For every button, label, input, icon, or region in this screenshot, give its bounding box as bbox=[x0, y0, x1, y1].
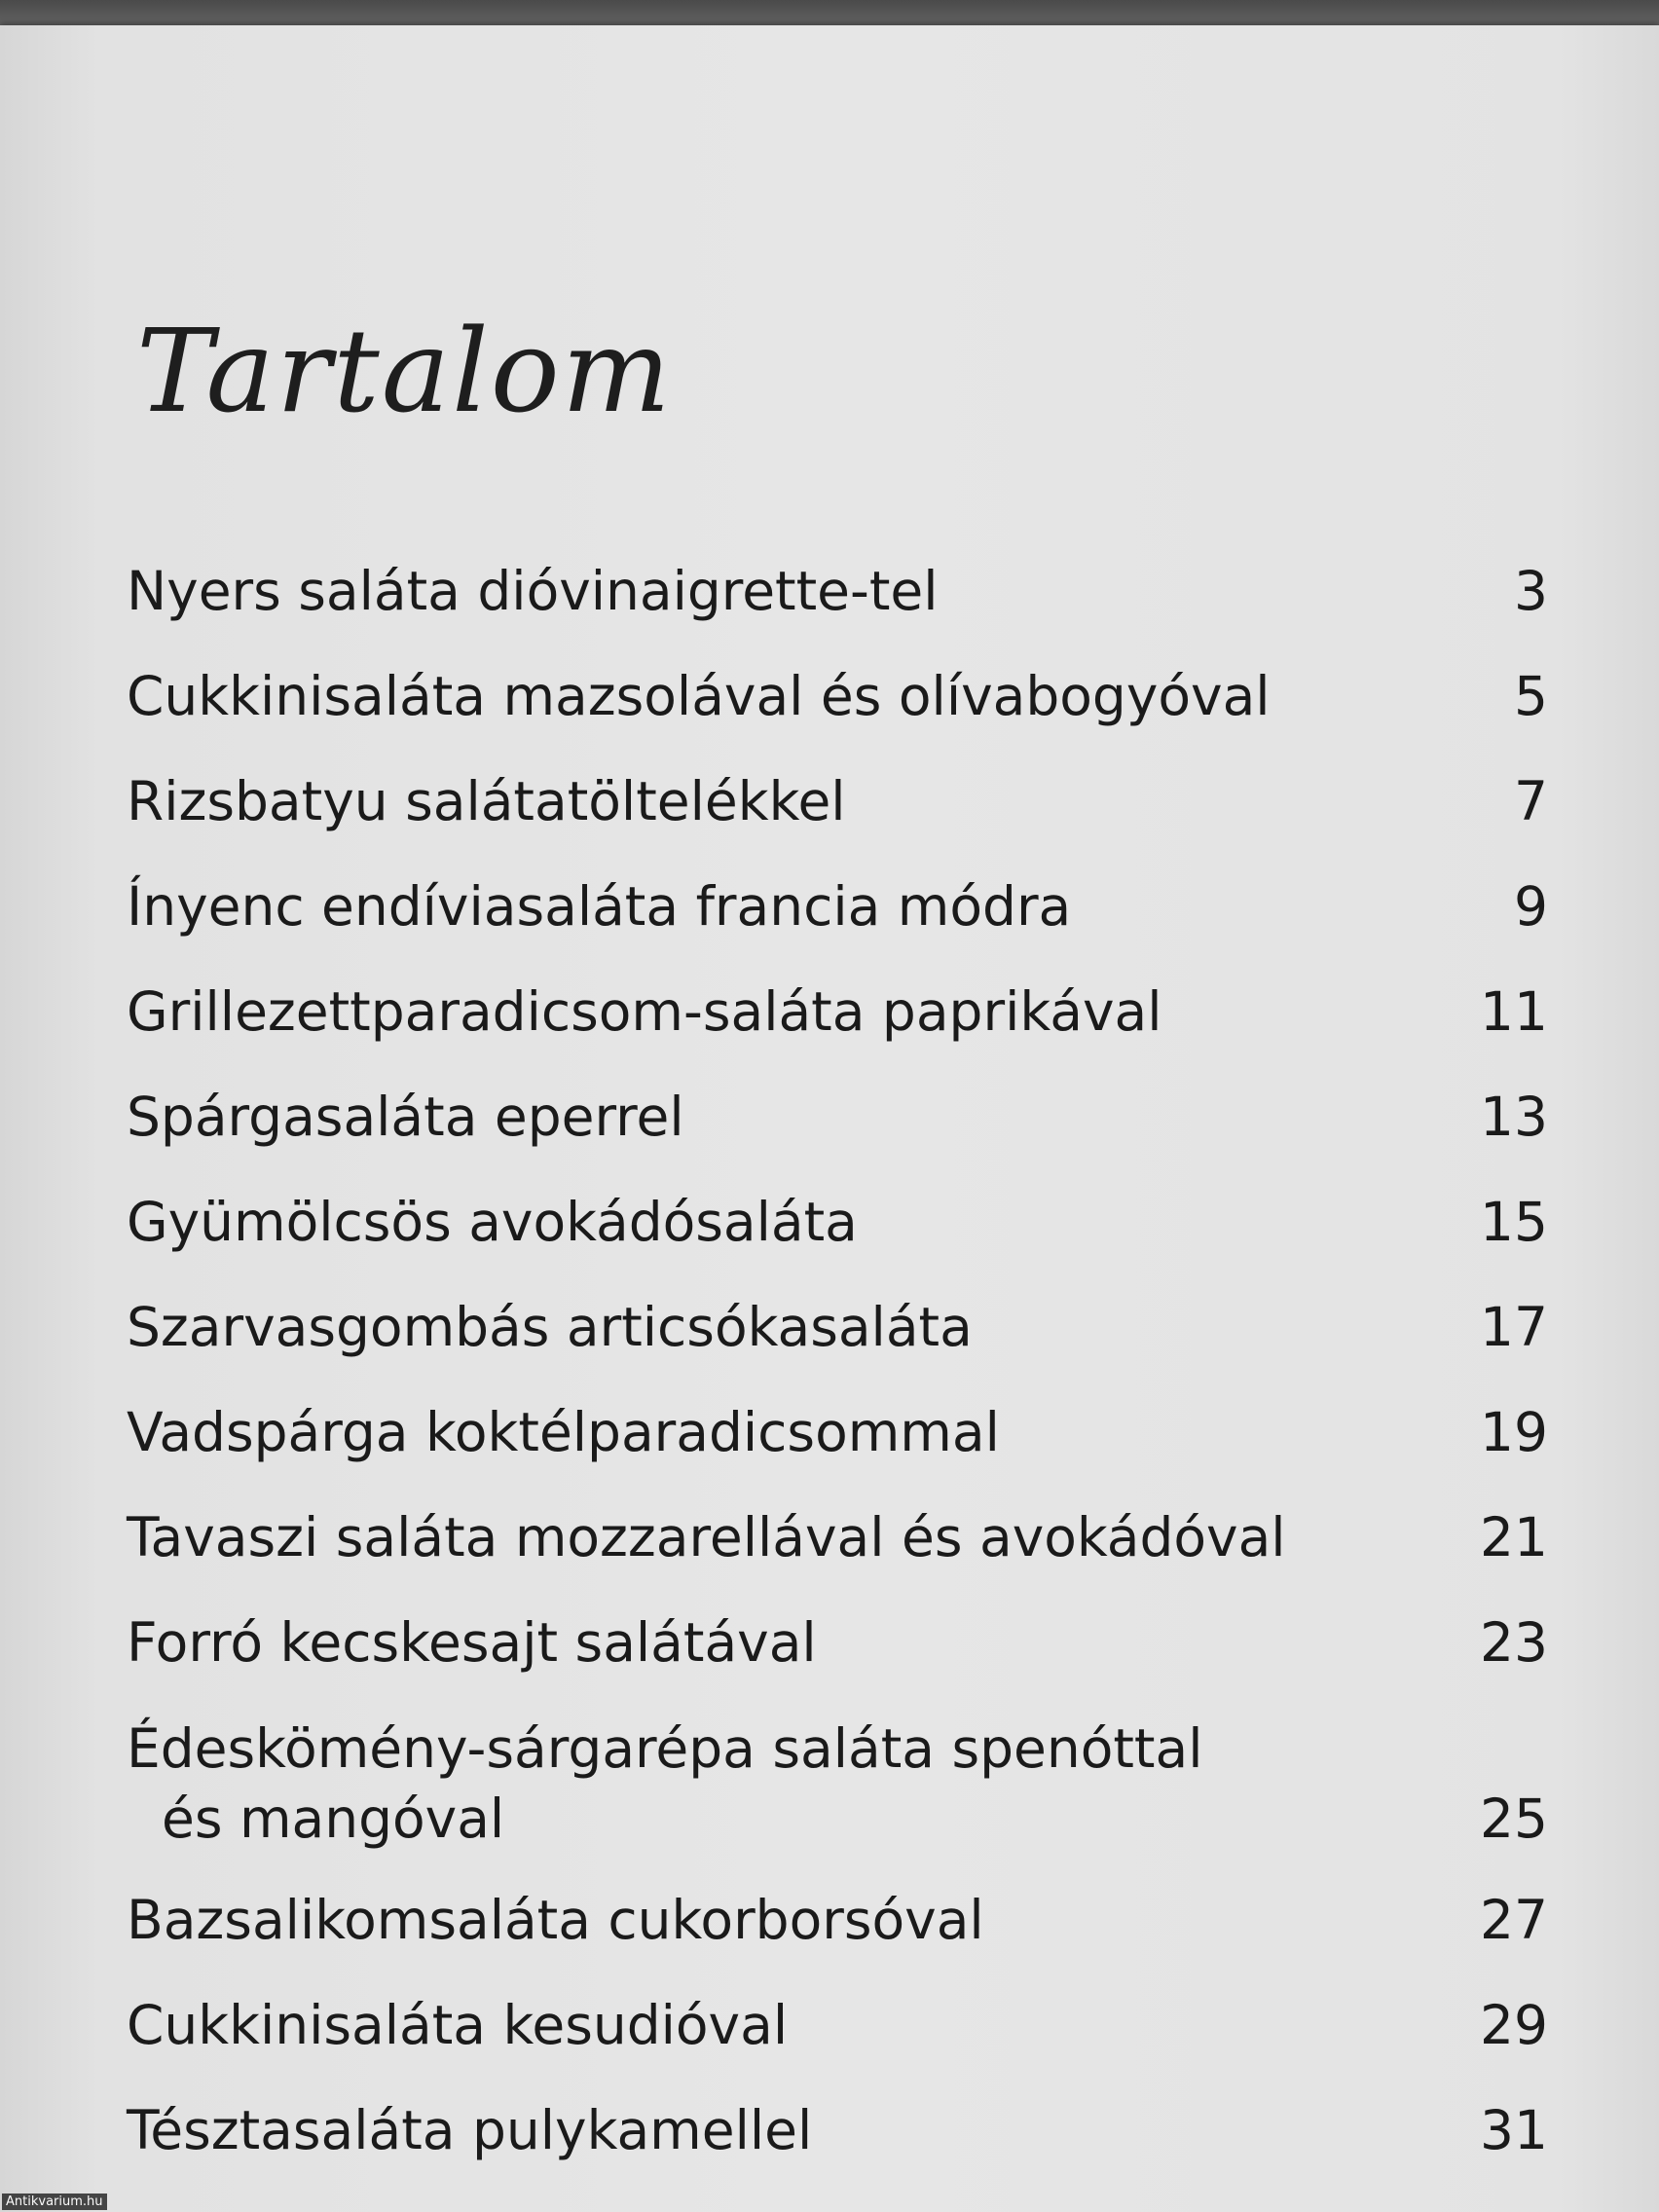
toc-entry-title: Cukkinisaláta mazsolával és olívabogyóval bbox=[127, 665, 1271, 727]
toc-entry-page: 13 bbox=[1480, 1086, 1548, 1148]
toc-entry-page: 7 bbox=[1514, 770, 1548, 832]
toc-entry bbox=[127, 1078, 1548, 1156]
watermark: Antikvarium.hu bbox=[2, 2194, 107, 2210]
toc-entry-page: 31 bbox=[1480, 2099, 1548, 2161]
toc-entry-title: Rizsbatyu salátatöltelékkel bbox=[127, 770, 846, 832]
toc-entry-page: 5 bbox=[1514, 665, 1548, 727]
toc-entry bbox=[127, 1183, 1548, 1261]
page-title: Tartalom bbox=[136, 304, 673, 438]
toc-entry-title: Vadspárga koktélparadicsommal bbox=[127, 1401, 1000, 1463]
toc-entry-page: 27 bbox=[1480, 1889, 1548, 1951]
toc-entry bbox=[127, 2091, 1548, 2169]
toc-entry bbox=[127, 1288, 1548, 1366]
toc-entry-title: Édeskömény-sárgarépa saláta spenóttal bbox=[127, 1717, 1203, 1780]
toc-entry bbox=[127, 762, 1548, 840]
toc-entry-title: Tésztasaláta pulykamellel bbox=[127, 2099, 813, 2161]
toc-entry-page: 11 bbox=[1480, 980, 1548, 1043]
toc-entry bbox=[127, 1498, 1548, 1576]
toc-entry-page: 19 bbox=[1480, 1401, 1548, 1463]
toc-entry-title: Cukkinisaláta kesudióval bbox=[127, 1994, 789, 2056]
book-page bbox=[0, 25, 1659, 2212]
toc-entry bbox=[127, 1604, 1548, 1681]
toc-entry-page: 9 bbox=[1514, 875, 1548, 938]
toc-entry-page: 29 bbox=[1480, 1994, 1548, 2056]
toc-entry bbox=[127, 1986, 1548, 2064]
toc-entry bbox=[127, 1393, 1548, 1471]
toc-entry bbox=[127, 973, 1548, 1051]
toc-entry bbox=[127, 867, 1548, 945]
toc-entry-title: Szarvasgombás articsókasaláta bbox=[127, 1296, 973, 1358]
toc-entry-page: 15 bbox=[1480, 1191, 1548, 1253]
toc-entry-title: Gyümölcsös avokádósaláta bbox=[127, 1191, 858, 1253]
toc-entry bbox=[127, 1710, 1548, 1865]
toc-entry-title: Tavaszi saláta mozzarellával és avokádóval bbox=[127, 1506, 1286, 1568]
toc-entry-page: 25 bbox=[1480, 1788, 1548, 1850]
toc-entry-title: Ínyenc endíviasaláta francia módra bbox=[127, 875, 1072, 938]
toc-entry-page: 21 bbox=[1480, 1506, 1548, 1568]
toc-entry-title: Nyers saláta dióvinaigrette-tel bbox=[127, 560, 939, 622]
toc-entry bbox=[127, 1881, 1548, 1959]
toc-entry-page: 23 bbox=[1480, 1611, 1548, 1674]
toc-entry bbox=[127, 552, 1548, 630]
toc-entry-title: Spárgasaláta eperrel bbox=[127, 1086, 684, 1148]
toc-entry-title: Forró kecskesajt salátával bbox=[127, 1611, 817, 1674]
toc-entry-page: 17 bbox=[1480, 1296, 1548, 1358]
toc-entry-title-continuation: és mangóval bbox=[162, 1788, 505, 1850]
toc-entry bbox=[127, 657, 1548, 735]
toc-entry-page: 3 bbox=[1514, 560, 1548, 622]
toc-entry-title: Grillezettparadicsom-saláta paprikával bbox=[127, 980, 1162, 1043]
toc-entry-title: Bazsalikomsaláta cukorborsóval bbox=[127, 1889, 984, 1951]
